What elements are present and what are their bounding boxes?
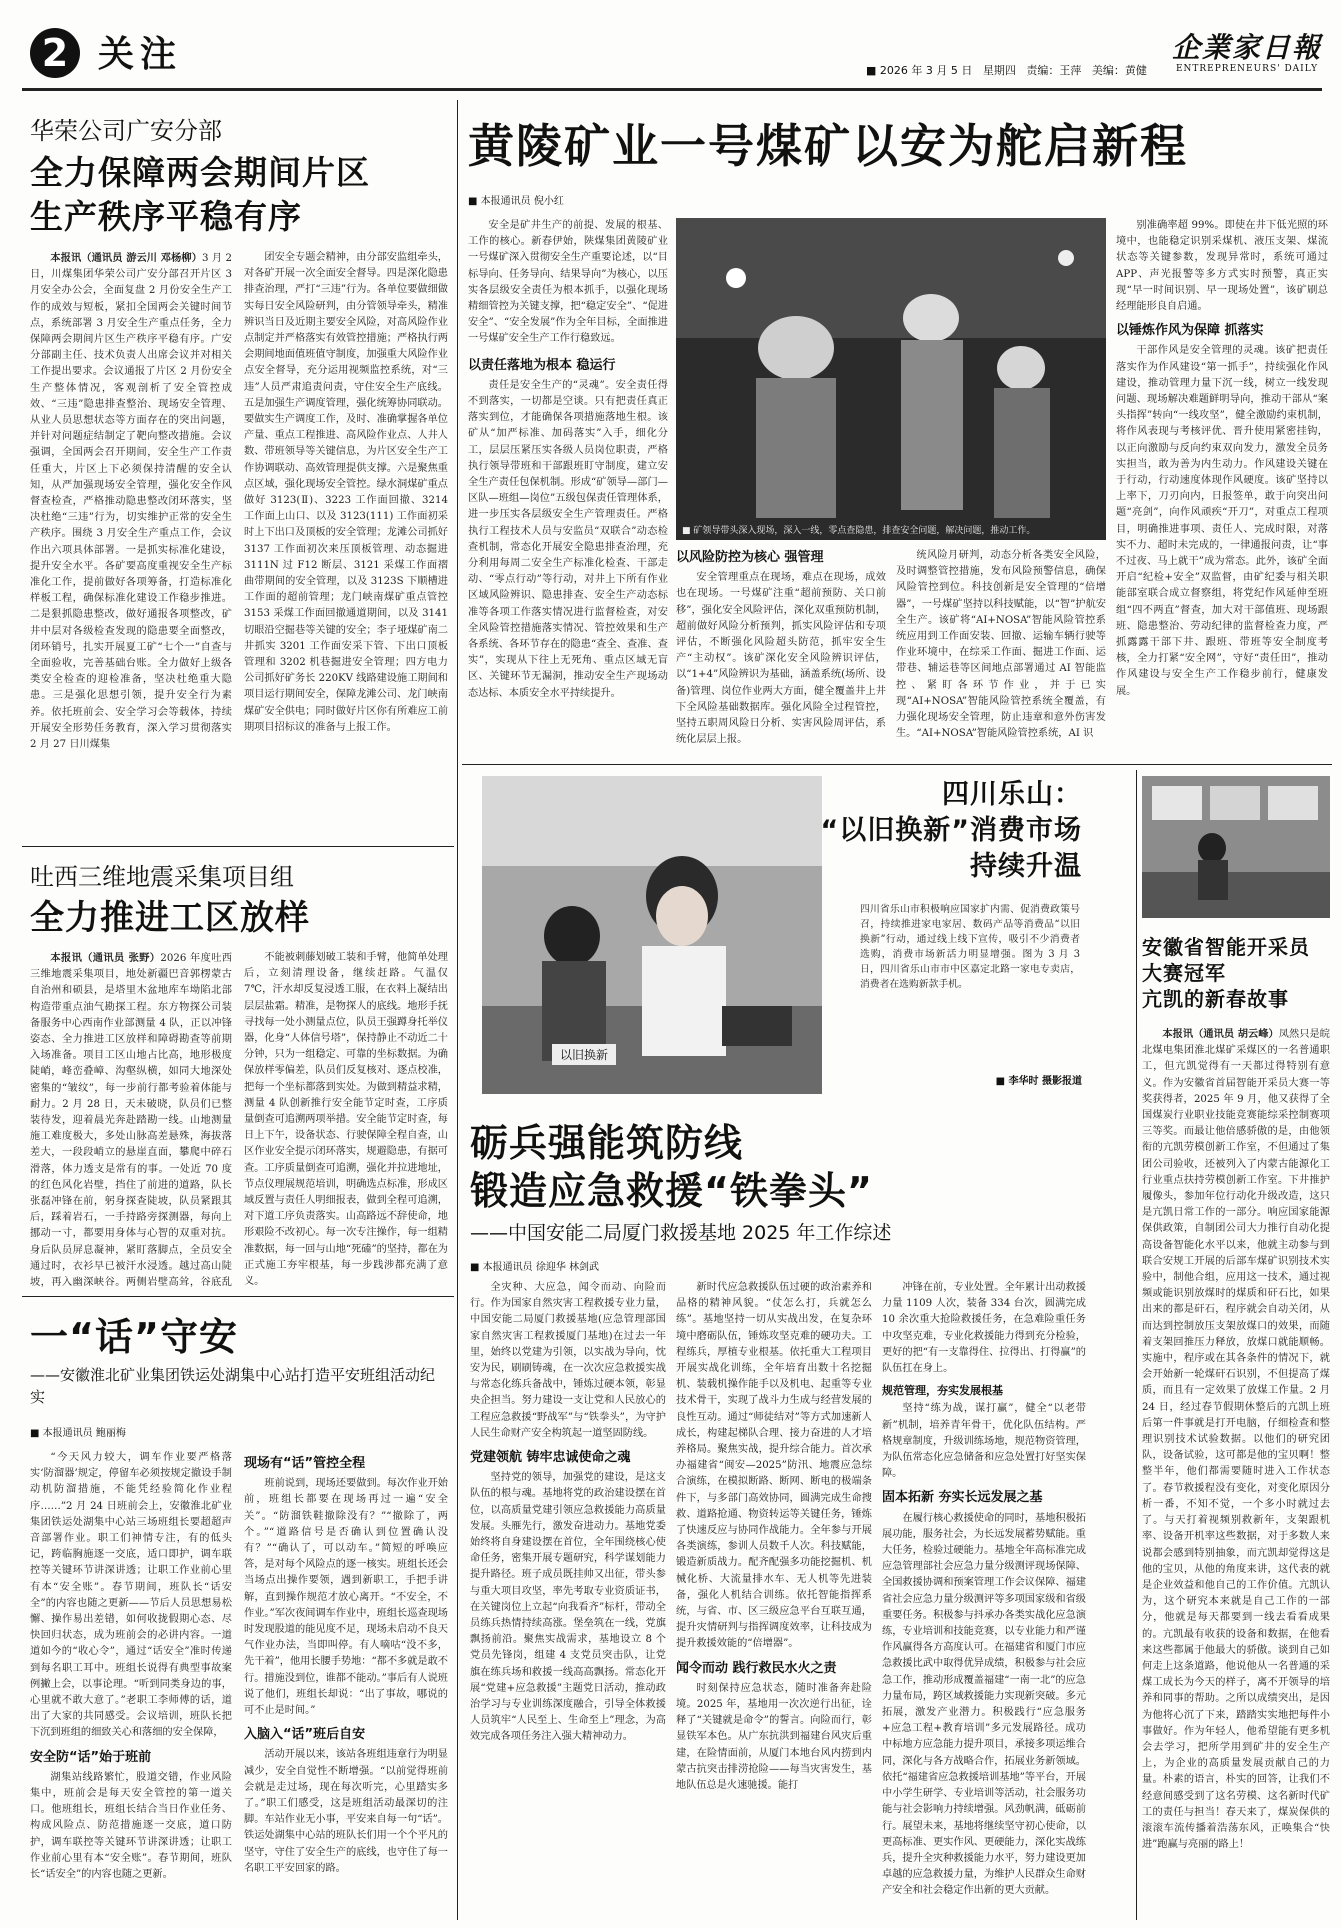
subheading: 现场有“话”管控全程: [244, 1456, 366, 1471]
article-body-col1: “今天风力较大，调车作业要严格落实‘防溜器’规定，停留车必须按规定撤设手制动机防溜措施，不能凭经验简化作业程序……”2 月 24 日班前会上，安徽淮北矿业集团铁运处湖集中心站三场班组长要超超声音部署作业。职工们神情专注，有的低头记，跨临胸施逐一交底，适口即护，调车联控等关键环节讲深讲透；让职工作业前心里有本“安全账”。春节期间，班队长“话安全”的内容也随之更新——节后人员思想易松懈、操作易出差错，如何收拢假期心态、尽快回归状态，成为班前会的必讲内容。一道道如今的“收心令”，通过“话安全”准时传递到每名职工耳中。班组长说得有典型事故案例撇上会，以事论理。“听到同类身边的事，心里就不敢大意了。”老职工李师傅的话，道出了大家的共同感受。会议培训，班队长把下沉到班组的细致关心和落细的安全保障， 安全防“话”始于班前 湖集站线路繁忙，股道交错，作业风险集中，班前会是每天安全管控的第一道关口。他班组长，班组长结合当日作业任务、构成风险点、防范措施逐一交底，道口防护，调车联控等关键环节讲深讲透；让职工作业前心里有本“安全账”。春节期间，班队长“话安全”的内容也随之更新。: [30, 1452, 232, 1881]
article-body-col4: 别准确率超 99%。即使在井下低光照的环境中，也能稳定识别采煤机、液压支架、煤流状态等关键参数，发现异常时，系统可通过 APP、声光报警等多方式实时预警，真正实现“早一时间识别、早一现场处置”，该矿刷总经理能形良自启通。 以锤炼作风为保障 抓落实 干部作风是安全管理的灵魂。该矿把责任落实作为作风建设“第一抓手”，持续强化作风建设，推动管理力量下沉一线，树立一线发现问题、现场解决难题鲜明导向，推动干部从“案头指挥”转向“一线攻坚”，健全激励约束机制，将作风表现与考核评优、晋升使用紧密挂钩，以正向激励与反向约束双向发力，激发全员务实担当，敢为善为内生动力。作风建设关键在于行动，行动速度体现作风硬度。该矿坚持以上率下，刀刃向内，日报签单，敢于向突出问题“亮剑”，向作风顽疾“开刀”，对重点工程项目，明确推进事项、责任人、完成时限，对落实不力、超时未完成的，一律通报问责，让“事不过夜、马上就干”成为常态。此外，该矿全面开启“纪检+安全”双监督，由矿纪委与相关职能部室联合成立督察组，将党纪作风延伸至班组“四不两直”督查，加大对干部值班、现场跟班、隐患整治、劳动纪律的监督检查力度，严抓露露干部下井、跟班、带班等安全制度考核，全力打紧“安全网”，守好“责任田”，推动作风建设与安全生产工作稳步前行，健康发展。: [1116, 220, 1328, 697]
paper-logo: [1162, 32, 1332, 74]
mine-photo: [676, 218, 1106, 540]
article-body-col2: 新时代应急救援队伍过硬的政治素养和品格的精神风貌。“仗怎么打，兵就怎么练”。基地坚持一切从实战出发，在复杂环境中磨砺队伍，锤炼攻坚克难的硬功夫。工程练兵，厚植专业根基。依托重大工程项目开展实战化训练，全年培育出数十名挖掘机、装载机操作能手以及机电、起重等专业技术骨干，实现了战斗力生成与经营发展的良性互动。通过“师徒结对”等方式加速新人成长，构建起梯队合理、接力奋进的人才培养格局。聚焦实战，提升综合能力。首次承办福建省“闽安—2025”防汛、地震应急综合演练，在模拟断路、断网、断电的极端条件下，与多部门高效协同，圆满完成生命搜救、道路抢通、物资转运等关键任务，锤炼了快速反应与协同作战能力。全年参与开展各类演练，参训人员数千人次。科技赋能，锻造新质战力。配齐配强多功能挖掘机、机械化桥、大流量排水车、无人机等先进装备，强化人机结合训练。依托智能指挥系统，与省、市、区三级应急平台互联互通，提升灾情研判与指挥调度效率，让科技成为提升救援效能的“倍增器”。 闻令而动 践行救民水火之责 时刻保持应急状态，随时准备奔赴险境。2025 年，基地用一次次逆行出征，诠释了“关键就是命令”的誓言。向险而行，彰显铁军本色。从广东抗洪到福建台风灾后重建，在险情面前，从厦门本地台风内捞到内蒙古抗突击排涝抢险——每当灾害发生，基地队伍总是火速驰援。能打: [676, 1282, 872, 1792]
article-title-line1: 四川乐山：: [942, 779, 1082, 810]
article-kicker: 吐西三维地震采集项目组: [30, 863, 294, 891]
article-title: 全力推进工区放样: [30, 898, 310, 938]
subheading: 规范管理，夯实发展根基: [882, 1384, 1003, 1398]
subheading: 固本拓新 夯实长远发展之基: [882, 1490, 1043, 1506]
article-body-col3: 冲锋在前，专业处置。全年累计出动救援力量 1109 人次，装备 334 台次，圆满完成 10 余次重大抢险救援任务，在急难险重任务中攻坚克难，专业化救援能力得到充分检验，更好的把“有一支靠得住、拉得出、打得赢”的队伍扛在身上。 规范管理，夯实发展根基 坚持“练为战，谋打赢”，健全“以老带新”机制，培养青年骨干，优化队伍结构。严格规章制度，升级训练场地，规范物资管理，为队伍常态化应急储备和应急处置打好坚实保障。 固本拓新 夯实长远发展之基 在履行核心救援使命的同时，基地积极拓展功能，服务社会，为长远发展蓄势赋能。重大任务，检验过硬能力。基地全年高标准完成应急管理部社会应急力量分级测评现场保障、全国救援协调和预案管理工作会议保障、福建省社会应急力量分级测评等多项国家级和省级重要任务。积极参与抖承办各类实战化应急演练，专业培训和技能竞赛，以专业能力和严谨作风赢得各方高度认可。在福建省和厦门市应急救援比武中取得优异成绩，积极参与社会应急工作，推动形成覆盖福建“一南一北”的应急力量布局，跨区域救援能力实现新突破。多元拓展，激发产业潜力。积极践行“应急服务+应急工程+教育培训”多元发展路径。成功中标地方应急能力提升项目，承接多项运维合同，深化与各方战略合作，拓展业务新领域。依托“福建省应急救援培训基地”等平台，开展中小学生研学、专业培训等活动，社会服务功能与社会影响力持续增强。风劲帆满，砥砺前行。展望未来，基地将继续坚守初心使命，以更高标准、更实作风、更硬能力，深化实战练兵，提升全灾种救援能力水平，努力建设更加卓越的应急救援力量，为维护人民群众生命财产安全和社会稳定作出新的更大贡献。: [882, 1282, 1086, 1897]
article-kangkai: [1142, 770, 1332, 1920]
article-title-line3: 亢凯的新春故事: [1142, 987, 1289, 1011]
article-huarong: [22, 100, 452, 840]
article-tuxi: [22, 850, 452, 1300]
article-byline: ■ 本报通讯员 徐迎华 林剑武: [470, 1258, 599, 1273]
article-body: 本报讯（通讯员 胡云峰）凤然只是皖北煤电集团淮北煤矿采煤区的一名普通职工，但亢凯觉得有一天都过得特别有意义。作为安徽省首届智能开采员大赛一等奖获得者，2025 年 9 月，他又获得了全国煤炭行业职业技能竞赛能综采控制赛项三等奖。而最让他倍感骄傲的是，由他领衔的亢凯劳模创新工作室，不但通过了集团公司验收，还被列入了内蒙古能源化工行业重点扶持劳模创新工作室。下井推护履像头，参加年位行动化升级改造，这只是亢凯日常工作的一部分。响应国家能源保供政策，自制团公司大力推行自动化提高设备智能化水平以来，他就主动参与到联合安规工开展的后部车煤矿识别技术实验中，制他合组，应用这一技术，通过视频或能识别放煤时的煤质和矸石比，如果出来的都是矸石，程序就会自动关闭，从而达到控制放压支架放煤口的效果，而随着支架回推压力释放，放煤口就能顺畅。实施中，程序或在其各条件的情况下，就会开始新一轮煤矸石识别，不但提高了煤质，而且有一定效果了放煤工作量。2 月 24 日，经过春节假期休整后的亢凯上班后第一件事就是打开电脑，仔细检查和整理识别技术试验数据。以他们的研究团队，设备试验，这可都是他的宝贝啊！整整半年，他们都需要随时进入工作状态了。春节救援程没有变化，对变化原因分析一番，不知不觉，一个多小时就过去了。与天打着视频别救新年，支架跟机率、设备开机率这些数据，对于多数人来说都会感到特别抽象，而亢凯却觉得这是他的宝贝，从他的角度来讲，这代表的就是企业效益和他自己的工作价值。亢凯认为，这个研究本来就是自己工作的一部分，他就是每天都要到一线去看看成果的。亢凯最有收获的设备和数据，在他看来这些都属于他最大的骄傲。谈到自己如何走上这条道路，他说他从一名普通的采煤工成长为今天的样子，离不开领导的培养和同事的帮助。之所以成绩突出，是因为他将心沉了下来，踏踏实实地把每件小事做好。作为年轻人，他希望能有更多机会去学习，把所学用到矿井的安全生产上，为企业的高质量发展贡献自己的力量。朴素的语言，朴实的回答，让我们不经意间感受到了这名劳模、这名新时代矿工的责任与担当！春天来了，煤炭保供的滚滚车流传播着浩荡东风，正唤集合“快进”跑赢与亮丽的路上！: [1142, 1028, 1330, 1851]
article-body-col1: 本报讯（通讯员 张野）2026 年度吐西三维地震采集项目，地处新疆巴音郭楞蒙古自治州和硕县，是塔里木盆地库车坳陷北部构造带重点油气勘探工程。东方物探公司装备服务中心西南作业部测量 4 队，正以冲锋姿态、全力推进工区放样和障碍勘查等前期入场准备。项目工区山地占比高，地形极度陡峭，峰峦叠嶂、沟壑纵横，如同大地深处密集的“皱纹”，每一步前行都考验着体能与耐力。2 月 28 日，天未破晓，队员们已整装待发，迎着晨光奔赴踏勘一线。山地测量施工难度极大，多处山脉高差悬殊，海拔落差大，一段段峭立的悬崖直面，攀爬中碎石滑落，体力透支是常有的事。一处近 70 度的红色风化岩壁，挡住了前进的道路，队长张磊冲锋在前，躬身探查陡坡，队员紧跟其后，踩着岩石，一手持路旁探测器，每向上挪动一寸，都要用身体与心智的双重对抗。身后队员屏息凝神，紧盯落脚点，全员安全通过时，衣衫早已被汗水浸透。越过高山陡坡，再入幽深峡谷。两侧岩壁高耸，谷底乱: [30, 952, 232, 1289]
article-body-col1: 安全是矿井生产的前提、发展的根基、工作的核心。新春伊始，陕煤集团黄陵矿业一号煤矿深入贯彻安全生产重要论述，以“目标导向、任务导向、结果导向”为核心，以压实各层级安全责任为根本抓手，以强化现场精细管控为关键支撑，把“稳定安全”、“促进安全”、“安全发展”作为全年目标，全面推进一号煤矿安全生产工作行稳致远。 以责任落地为根本 稳运行 责任是安全生产的“灵魂”。安全责任得不到落实，一切都是空谈。只有把责任真正落实到位，才能确保各项措施落地生根。该矿从“加严标准、加码落实”入手，细化分工，层层压紧压实各级人员岗位职责，严格执行领导带班和干部跟班盯守制度，建立安全生产责任包保机制。形成“矿领导—部门—区队—班组—岗位”五级包保责任管理体系，进一步压实各层级安全生产管理责任。严格执行工程技术人员与安监员“双联合”动态检查机制，常态化开展安全隐患排查治理，充分利用每周二安全生产标准化检查、干部走动、“零点行动”等行动，对井上下所有作业区域风险辨识、隐患排查、安全生产动态标准等各项工作落实情况进行监督检查，对安全风险管控措施落实情况、管控效果和生产各系统、各环节存在的隐患“查全、查准、查实”，实现从下往上无死角、重点区域无盲区、关键环节无漏洞，推动安全生产现场动态达标、本质安全水平持续提升。: [468, 220, 668, 699]
section-divider: [462, 764, 1332, 765]
issue-info: [866, 62, 1147, 78]
column-rule: [1136, 770, 1137, 1920]
article-body-col2: 现场有“话”管控全程 班前说到，现场还要做到。每次作业开始前，班组长都要在现场再过一遍“安全关”。“防溜铁鞋撤除没有？”“撤除了，两个。”“道路信号是否确认到位置确认没有？”“确认了，可以动车。”简短的呼唤应答，是对每个风险点的逐一核实。班组长还会当场点出操作要领，遇到新职工，手把手讲解，直到操作规范才放心离开。“不安全，不作业。”军次夜间调车作业中，班组长巡查现场时发现股道的能见度不足，现场未启动不良天气作业办法，当即叫停。有人嘀咕“没不多，先干着”，他用长腰手势地：“都不多就是敢不行。措施没到位，谁都不能动。”事后有人说班说了他们，班组长却说：“出了事故，哪说的可不止是时间。” 入脑入“话”班后自安 活动开展以来，该站各班组违章行为明显减少，安全自觉性不断增强。“以前觉得班前会就是走过场，现在每次听完，心里踏实多了。”职工们感受，这是班组活动最深切的注脚。车站作业无小事，平安来自每一句“话”。铁运处湖集中心站的班队长们用一个个平凡的坚守，守住了安全生产的底线，也守住了每一名职工平安回家的路。: [244, 1456, 448, 1874]
article-leshan: [462, 770, 1092, 1110]
leshan-photo: [482, 776, 822, 1094]
issue-weekday: 星期四: [982, 64, 1016, 77]
article-huangling: [462, 100, 1332, 760]
article-title: 黄陵矿业一号煤矿以安为舵启新程: [468, 119, 1188, 173]
photo-caption: 四川省乐山市积极响应国家扩内需、促消费政策号召，持续推进家电家居、数码产品等消费品“以旧换新”行动，通过线上线下宣传，吸引不少消费者选购，消费市场新活力明显增强。图为 3 月 3 日，四川省乐山市市中区嘉定北路一家电专卖店，消费者在选购新款手机。: [860, 904, 1080, 990]
paper-name-en: ENTREPRENEURS' DAILY: [1175, 64, 1319, 74]
photo-caption: ■ 矿领导带头深入现场，深入一线，零点查隐患，排查安全问题，解决问题，推动工作。: [682, 526, 1036, 536]
shop-sign: 以旧换新: [552, 1044, 616, 1065]
article-huaian: [22, 1300, 452, 1920]
column-rule: [457, 100, 458, 1920]
control-room-illustration: [1142, 776, 1330, 918]
article-byline: ■ 本报通讯员 鲍丽梅: [30, 1424, 126, 1439]
article-kicker: 华荣公司广安分部: [30, 117, 222, 145]
section-name: 关注: [98, 34, 183, 75]
article-body-col2: 团安全专题会精神，由分部安监组牵头，对各矿开展一次全面安全督导。四是深化隐患排查治理，严打“三违”行为。各单位要做细做实每日安全风险研判，由分管领导牵头，精准辨识当日及近期主要安全风险，对高风险作业点制定并严格落实有效管控措施；严格执行两会期间地面值班值守制度，加强重大风险作业点安全督导，充分运用视频监控系统，对“三违”人员严肃追责问责，守住安全生产底线。五是加强生产调度管理，强化统筹协同联动。要做实生产调度工作，及时、准确掌握各单位产量、重点工程推进、高风险作业点、人井人数、带班领导等关键信息，为片区安全生产工作协调联动、高效管理提供支撑。六是聚焦重点区域，强化现场安全管控。绿水洞煤矿重点做好 3123(Ⅱ)、3223 工作面回撤、3214 工作面上山口、以及 3123(111) 工作面初采时上下出口及顶板的安全管理；龙滩公司抓好 3137 工作面初次来压顶板管理、动态掘进 3111N 过 F12 断层、3121 采煤工作面褶曲带期间的安全管理，以及 3123S 下顺槽进工作面的超前管理；龙门峡南煤矿重点管控 3153 采煤工作面回撤通道期间，以及 3141 切眼沿空掘巷等关键的安全；李子垭煤矿南二井抓实 3201 工作面安采下管、下出口顶板管理和 3202 机巷掘进安全管理；四方电力公司抓好矿务长 220KV 线路建设施工期间和项目运行期间安全，保障龙滩公司、龙门峡南煤矿安全供电；同时做好片区你有所难应工前期项目招标议的准备与上报工作。: [244, 252, 448, 733]
article-title-line2: “以旧换新”消费市场: [820, 815, 1082, 846]
article-subtitle: ——安徽淮北矿业集团铁运处湖集中心站打造平安班组活动纪实: [30, 1366, 436, 1406]
article-body-col2: 不能被刺藤划破工装和手臂，他简单处理后，立刻清理设备，继续赶路。气温仅 7℃，汗水却反复浸透工服，在衣料上凝结出层层盐霜。精准，是物探人的底线。地形手抚寻找每一处小测量点位，队员王强蹲身托举仪器，化身“人体信号塔”，保持静止不动近二十分钟，只为一组稳定、可靠的坐标数据。为确保放样零偏差，队员们反复核对、逐点校准，把每一个坐标都落到实处。为做到精益求精，测量 4 队创新推行安全能节定时查，工序质量倒查可追溯两项举措。安全能节定时查，每日上下午，设备状态、行驶保障全程自查，山区作业安全提示闭环落实，规避隐患，有据可查。工序质量倒查可追溯，强化并拉进地址，节点仪理展规范培训，明确选点标准，形成区域反置与责任人明细报表，做到全程可追溯，对下道工序负责落实。山高路远不辞使命，地形艰险不改初心。每一次专注操作，每一组精准数据，每一回与山地“死磕”的坚持，都在为正式施工夯牢根基，每一步践涉都充满了意义。: [244, 952, 448, 1288]
article-subtitle: ——中国安能二局厦门救援基地 2025 年工作综述: [470, 1222, 892, 1244]
issue-date: 2026 年 3 月 5 日: [879, 64, 973, 77]
article-title: 一“话”守安: [30, 1315, 238, 1359]
article-body-col1: 全灾种、大应急，闻令而动、向险而行。作为国家自然灾害工程救援专业力量，中国安能二局厦门救援基地(应急管理部国家自然灾害工程救援厦门基地)在过去一年里，始终以党建为引领，以实战为导向，忱安为民，刷刷铸魂，在一次次应急救援实战与常态化练兵备战中，锤炼过硬本领，彰显央企担当。努力建设一支让党和人民放心的工程应急救援“野战军”与“铁拳头”，为守护人民生命财产安全构筑起一道坚固防线。 党建领航 铸牢忠诚使命之魂 坚持党的领导，加强党的建设，是这支队伍的根与魂。基地将党的政治建设摆在首位，以高质量党建引领应急救援能力高质量发展。头雁先行，激发奋进动力。基地党委始终将自身建设摆在首位，全年围绕核心使命任务，密集开展专题研究，科学谋划能力提升路径。班子成员既挂帅又出征，带头参与重大项目攻坚，率先考取专业资质证书，在关键岗位上立起“向我看齐”标杆，带动全员练兵热情持续高涨。堡垒筑在一线，党旗飘扬前沿。聚焦实战需求，基地设立 8 个党员先锋岗，组建 4 支党员突击队，让党旗在练兵场和救援一线高高飘扬。常态化开展“党建+应急救援”主题党日活动，推动政治学习与专业训练深度融合，引导全体救援人员筑牢“人民至上、生命至上”理念，为高效完成各项任务注入强大精神动力。: [470, 1282, 666, 1743]
subheading: 安全防“话”始于班前: [30, 1749, 152, 1765]
article-title-line1: 全力保障两会期间片区: [30, 153, 370, 192]
article-title-line2: 生产秩序平稳有序: [30, 197, 302, 236]
subheading: 党建领航 铸牢忠诚使命之魂: [470, 1450, 631, 1466]
article-title-line1: 砺兵强能筑防线: [470, 1121, 744, 1165]
subheading: 闻令而动 践行救民水火之责: [676, 1660, 837, 1676]
miners-illustration: [676, 218, 1106, 540]
subheading: 以责任落地为根本 稳运行: [468, 357, 616, 373]
article-title-line1: 安徽省智能开采员: [1142, 935, 1310, 959]
issue-editor: 责编：王萍: [1026, 64, 1082, 77]
masthead: [0, 0, 1341, 96]
photo-credit: ■ 李华时 摄影报道: [932, 1072, 1082, 1087]
section-divider: [22, 846, 454, 847]
article-byline: 本报讯（通讯员 游云川 邓杨柳）: [50, 252, 203, 264]
subheading: 以锤炼作风为保障 抓落实: [1116, 323, 1264, 339]
paper-name: 企業家日報: [1171, 31, 1322, 64]
article-body-col1: 本报讯（通讯员 游云川 邓杨柳）3 月 2 日，川煤集团华荣公司广安分部召开片区 3 月安全办公会，全面复盘 2 月份安全生产工作的成效与短板，紧扣全国两会关键时间节点，系统部署 3 月安全生产重点任务，全力保障两会期间片区生产秩序平稳有序。广安分部副主任、技术负责人出席会议并对相关工作提出要求。会议通报了片区 2 月份安全生产整体情况，客观剖析了安全管控成效、“三违”隐患排查整治、现场安全管理、从业人员思想状态等方面存在的突出问题，并针对问题症结制定了靶向整改措施。会议强调，全国两会召开期间，安全生产工作责任重大，片区上下必须保持清醒的安全认知，从严加强现场安全管理，强化安全作风督查检查，严格推动隐患整改闭环落实，坚决杜绝“三违”行为，切实维护正常的安全生产秩序。围绕 3 月安全生产重点工作，会议作出六项具体部署。一是抓实标准化建设，提升安全水平。各矿要高度重视安全生产标准化工作，提前做好各项筹备，打造标准化样板工程，确保标准化建设工作稳步推进。二是狠抓隐患整改，做好通报各项整改，矿井中层对各级检查发现的隐患要全面整改，闭环销号，扎实开展夏工矿“七个一”自查与全面验收，完善基础台账。全力做好上级各类安全检查的迎检准备，坚决杜绝重大隐患。三是强化思想引领，提升安全行为素养。依托班前会、安全学习会等载体，持续开展安全形势任务教育，深入学习贯彻落实 2 月 27 日川煤集: [30, 252, 232, 751]
article-title-line2: 锻造应急救援“铁拳头”: [470, 1169, 873, 1213]
article-body-col2: 以风险防控为核心 强管理 安全管理重点在现场，难点在现场，成效也在现场。一号煤矿注重“超前预防、关口前移”，强化安全风险评估，深化双重预防机制，超前做好风险分析预判，抓实风险评估和专项评估，不断强化风险超头防范，抓牢安全生产“主动权”。该矿深化安全风险辨识评估，以“1+4”风险辨识为基础，涵盖系统(场所、设备)管理、岗位作业两大方面，健全覆盖井上井下全风险基础数据库。强化风险全过程管控，坚持五职周风险日分析、实害风险周评估，系统化层层上报。: [676, 550, 886, 746]
article-byline: 本报讯（通讯员 胡云峰）: [1162, 1028, 1279, 1040]
subheading: 以风险防控为核心 强管理: [676, 550, 824, 565]
article-title-line3: 持续升温: [970, 851, 1082, 882]
section-divider: [22, 1296, 454, 1297]
article-body-col3: 统风险月研判，动态分析各类安全风险，及时调整管控措施，发布风险预警信息，确保风险管控到位。科技创新是安全管理的“倍增器”，一号煤矿坚持以科技赋能，以“智”护航安全生产。该矿将“AI+NOSA”智能风险管控系统应用到工作面安装、回撤、运输车辆行驶等作业环境中，在综采工作面、掘进工作面、运带巷、辅运巷等区间地点部署通过 AI 智能监控、紧盯各环节作业，并于已实现“AI+NOSA”智能风险管控系统全覆盖，有力强化现场安全管理，防止违章和意外伤害发生。“AI+NOSA”智能风险管控系统，AI 识: [896, 550, 1106, 740]
masthead-rule: [22, 88, 1322, 91]
article-byline: 本报讯（通讯员 张野）: [50, 952, 161, 964]
shop-illustration: [482, 776, 822, 1094]
subheading: 入脑入“话”班后自安: [244, 1727, 366, 1743]
issue-designer: 美编：黄健: [1091, 64, 1147, 77]
kangkai-photo: [1142, 776, 1330, 918]
article-anneng: [462, 1112, 1092, 1922]
article-title-line2: 大赛冠军: [1142, 961, 1226, 985]
page-number-badge: 2: [30, 28, 80, 78]
article-byline: ■ 本报通讯员 倪小红: [468, 192, 564, 207]
